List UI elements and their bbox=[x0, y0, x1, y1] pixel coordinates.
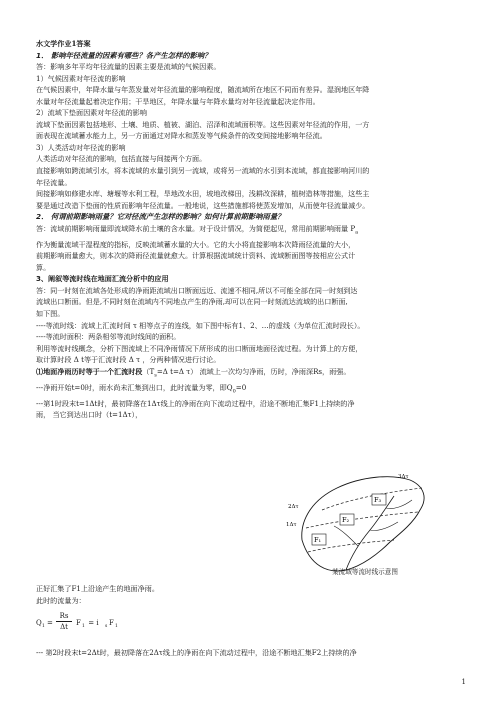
paragraph-line: 面表现在流域蓄水能力上，另一方面通过对降水和蒸发等气候条件的改变间接地影响年径流。 bbox=[36, 131, 327, 141]
paragraph-line: 流域出口断面。但是,不同时刻在流域内不同地点产生的净雨,却可以在同一时刻流达流域的出口断面, bbox=[36, 297, 348, 307]
subscript: a bbox=[355, 229, 359, 236]
line-text: ---净雨开始t=0时，雨水尚未汇集到出口，此时流量为零，即Q bbox=[36, 382, 233, 392]
formula-f-sub: 1 bbox=[82, 624, 85, 629]
paragraph-line: 取计算时段 Δ t等于汇流时段 Δ τ ，分两种情况进行讨论。 bbox=[36, 355, 221, 365]
paragraph-line: 在气候因素中，年降水量与年蒸发量对年径流量的影响程度，随流域所在地区不同而有差异。湿润地区年降 bbox=[36, 85, 370, 95]
paragraph-line: 正好汇集了F1上沿途产生的地面净雨。 bbox=[36, 584, 159, 593]
fraction-numerator: Rs bbox=[59, 612, 69, 620]
isochrone-label-3: 3Δτ bbox=[398, 474, 409, 480]
paragraph-line: --- 第2时段末t=2Δt时，最初降落在2Δτ线上的净雨在向下流动过程中，沿途不断地汇集F2上持续的净 bbox=[36, 648, 357, 657]
fraction-denominator: Δt bbox=[60, 623, 68, 631]
area-label-f2: F₂ bbox=[342, 516, 350, 524]
paragraph-line: ---第1时段末t=1Δt时，最初降落在1Δτ线上的净雨在向下流动过程中，沿途不断地汇集F1上持续的净 bbox=[36, 398, 355, 408]
paragraph-line: 水量对年径流量起着决定作用；干旱地区，年降水量与年降水量均对年径流量起决定作用。 bbox=[36, 96, 320, 106]
fraction-bar bbox=[56, 621, 72, 622]
formula-i-sub: s bbox=[105, 624, 108, 629]
paragraph-line: 作为衡量流域干湿程度的指标，反映流域蓄水量的大小。它的大小将直接影响本次降雨径流量的大小， bbox=[36, 239, 356, 249]
case-1-cond: （T bbox=[142, 366, 155, 376]
line-text: =0 bbox=[235, 382, 247, 392]
formula-q: Q bbox=[36, 619, 42, 627]
subsection-heading: 3）人类活动对年径流的影响 bbox=[36, 142, 126, 152]
formula-eq2: = i bbox=[86, 619, 99, 627]
subscript: s bbox=[154, 372, 157, 379]
page-number: 1 bbox=[461, 678, 466, 686]
paragraph-line: 直接影响如跨流域引水，将本流域的水量引到另一流域，或将另一流域的水引到本流域，都直接影响河川的 bbox=[36, 166, 370, 176]
paragraph-line: 流域下垫面因素包括地形、土壤、地质、植被、湖泊、沼泽和流域面积等。这些因素对年径流的作用，一方 bbox=[36, 119, 370, 129]
paragraph-line bbox=[36, 382, 466, 398]
paragraph-line: 前期影响雨量愈大，则本次的降雨径流量就愈大。计算根据流域统计资料、流域断面图等按相应公式计 bbox=[36, 251, 356, 261]
tributary bbox=[370, 522, 398, 531]
question-3: 3、阐叙等流时线在地面汇流分析中的应用 bbox=[36, 274, 169, 284]
subscript: 0 bbox=[232, 388, 236, 395]
formula-q-sub: 1 bbox=[42, 624, 45, 629]
case-1-heading bbox=[36, 366, 466, 382]
question-2: 2． 何谓前期影响雨量？它对径流产生怎样的影响？如何计算前期影响雨量？ bbox=[36, 212, 285, 222]
doc-title: 水文学作业1答案 bbox=[36, 39, 91, 48]
paragraph-line: 算。 bbox=[36, 262, 51, 272]
question-1: 1． 影响年径流量的因素有哪些？各产生怎样的影响？ bbox=[36, 50, 212, 60]
paragraph-line: ----等流时面积：两条相邻等流时线间的面积。 bbox=[36, 332, 181, 342]
figure-caption: 某流域等流时线示意图 bbox=[332, 568, 398, 576]
body-text bbox=[36, 38, 466, 421]
case-1-title: ⑴地面净雨历时等于一个汇流时段 bbox=[36, 366, 143, 376]
paragraph-line: 此时的流量为： bbox=[36, 596, 86, 605]
paragraph-line: 答：同一时刻在流域各处形成的净雨距流域出口断面远近、流速不相同,所以不可能全部在同一时刻到达 bbox=[36, 285, 358, 295]
isochrone-label-2: 2Δτ bbox=[288, 504, 299, 510]
paragraph-line: 年径流量。 bbox=[36, 177, 72, 187]
basin-outline bbox=[302, 477, 424, 571]
formula-f2: F bbox=[109, 619, 114, 627]
subsection-heading: 2）流域下垫面因素对年径流的影响 bbox=[36, 108, 147, 118]
paragraph-line: 利用等流时线概念，分析下图流域上不同净雨情况下所形成的出口断面地面径流过程。为计算上的方便， bbox=[36, 343, 363, 353]
isochrone-line-2 bbox=[306, 512, 418, 528]
answer-2-line: 答：流域前期影响雨量即流域降水前土壤的含水量。对于设计情况，为简便起见，常用前期影响雨量 P bbox=[36, 223, 356, 233]
discharge-formula bbox=[36, 611, 156, 639]
paragraph-line: 间接影响如修建水库、塘堰等水利工程，旱地改水田，坡地改梯田，浅耕改深耕，植树造林等措施，这些主 bbox=[36, 189, 370, 199]
isochrone-label-1: 1Δτ bbox=[286, 522, 297, 528]
formula-eq: = bbox=[47, 619, 53, 627]
formula-f: F bbox=[76, 619, 81, 627]
paragraph-line: 人类活动对年径流的影响，包括直接与间接两个方面。 bbox=[36, 154, 207, 164]
paragraph-line: 雨， 当它到达出口时（t=1Δτ）， bbox=[36, 410, 143, 420]
paragraph-line: 如下图。 bbox=[36, 308, 65, 318]
tributary bbox=[386, 500, 412, 509]
paragraph-line bbox=[36, 223, 466, 239]
formula-fraction bbox=[56, 612, 72, 631]
tributary bbox=[334, 526, 358, 546]
isochrone-figure bbox=[282, 470, 446, 574]
answer-1: 答：影响多年平均年径流量的因素主要是流域的气候因素。 bbox=[36, 62, 221, 72]
formula-f2-sub: 1 bbox=[115, 624, 118, 629]
paragraph-line: ----等流时线：流域上汇流时间 τ 相等点子的连线，如下图中标有1、2、…的虚线（为单位汇流时段长）。 bbox=[36, 320, 365, 330]
area-label-f3: F₃ bbox=[374, 496, 382, 504]
area-label-f1: F₁ bbox=[314, 536, 322, 544]
case-1-rest: =Δ t=Δ τ） 流域上一次均匀净雨，历时，净雨深Rs，雨强。 bbox=[156, 366, 351, 376]
subsection-heading: 1）气候因素对年径流的影响 bbox=[36, 73, 126, 83]
paragraph-line: 要是通过改造下垫面的性质而影响年径流量。一般地说，这些措施都将使蒸发增加，从而使年径流量减少。 bbox=[36, 200, 370, 210]
